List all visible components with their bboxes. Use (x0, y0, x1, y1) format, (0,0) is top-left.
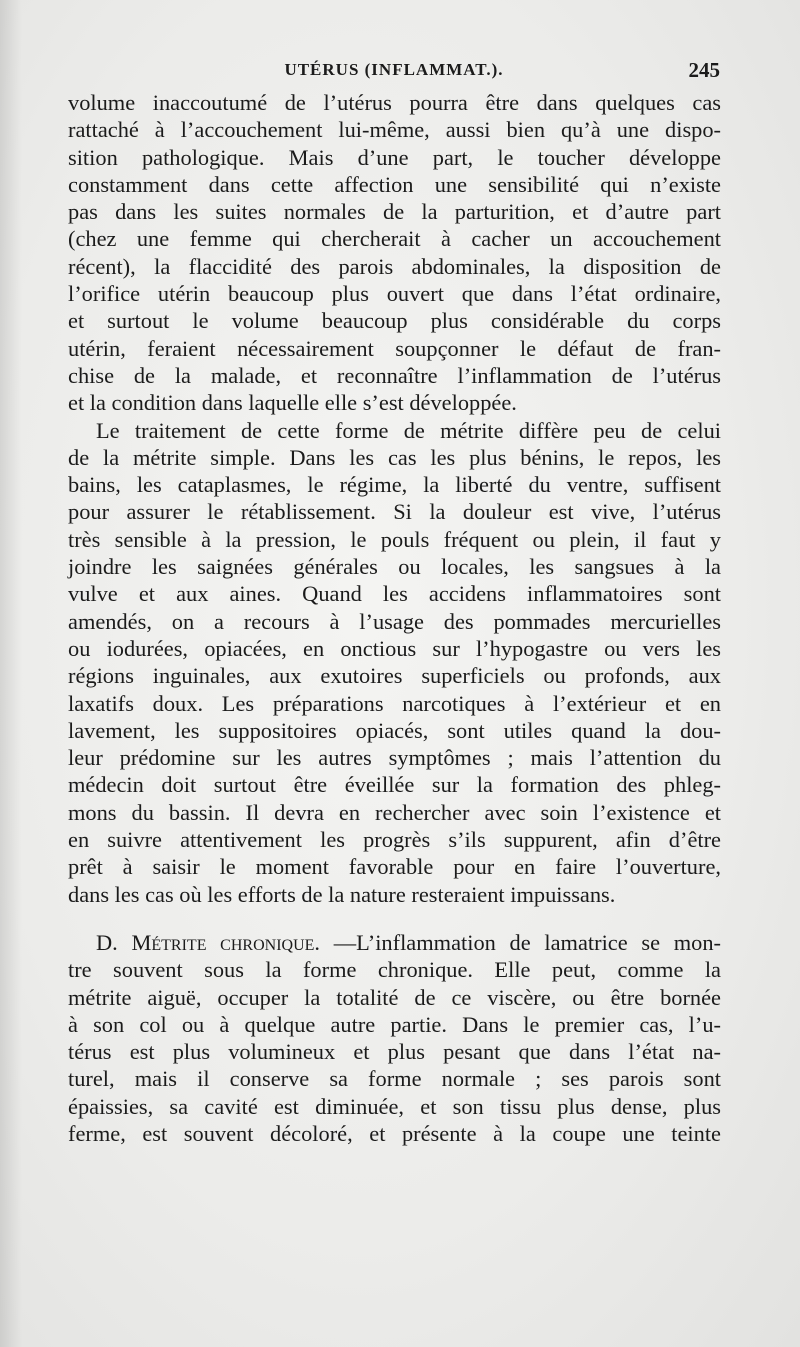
text-line: régions inguinales, aux exutoires superficiels ou profonds, aux (68, 663, 721, 689)
text-line: en suivre attentivement les progrès s’ils suppurent, afin d’être (68, 827, 721, 853)
text-line: pour assurer le rétablissement. Si la douleur est vive, l’utérus (68, 499, 721, 525)
text-line: (chez une femme qui chercherait à cacher un accouchement (68, 226, 721, 252)
text-line: pas dans les suites normales de la parturition, et d’autre part (68, 199, 721, 225)
text-line: médecin doit surtout être éveillée sur la formation des phleg- (68, 772, 721, 798)
body-text (68, 89, 721, 1147)
text-line: tre souvent sous la forme chronique. Elle peut, comme la (68, 957, 721, 983)
text-line: sition pathologique. Mais d’une part, le toucher développe (68, 144, 721, 170)
text-line: et surtout le volume beaucoup plus considérable du corps (68, 308, 721, 334)
text-line: épaissies, sa cavité est diminuée, et son tissu plus dense, plus (68, 1093, 721, 1119)
spine-shadow (0, 0, 22, 1347)
text-line: joindre les saignées générales ou locales, les sangsues à la (68, 554, 721, 580)
text-line: amendés, on a recours à l’usage des pommades mercurielles (68, 608, 721, 634)
text-line: très sensible à la pression, le pouls fréquent ou plein, il faut y (68, 526, 721, 552)
text-line: Le traitement de cette forme de métrite diffère peu de celui (96, 417, 721, 443)
text-line: turel, mais il conserve sa forme normale ; ses parois sont (68, 1066, 721, 1092)
running-title: UTÉRUS (INFLAMMAT.). (284, 60, 504, 79)
text-line: laxatifs doux. Les préparations narcotiques à l’extérieur et en (68, 690, 721, 716)
text-line: dans les cas où les efforts de la nature resteraient impuissans. (68, 881, 616, 907)
text-line: récent), la flaccidité des parois abdominales, la disposition de (68, 253, 721, 279)
text-line: de la métrite simple. Dans les cas les plus bénins, le repos, les (68, 444, 721, 470)
text-line: térus est plus volumineux et plus pesant que dans l’état na- (68, 1039, 721, 1065)
text-line: prêt à saisir le moment favorable pour en faire l’ouverture, (68, 854, 721, 880)
text-line: et la condition dans laquelle elle s’est développée. (68, 390, 517, 416)
section-heading: D. Métrite chronique. (96, 929, 321, 955)
section-heading-continuation: —L’inflammation de lamatrice se mon- (333, 929, 721, 955)
page-number: 245 (688, 58, 720, 82)
text-line: vulve et aux aines. Quand les accidens inflammatoires sont (68, 581, 721, 607)
text-line: volume inaccoutumé de l’utérus pourra être dans quelques cas (68, 90, 721, 115)
text-line: ferme, est souvent décoloré, et présente à la coupe une teinte (68, 1120, 721, 1146)
text-line: à son col ou à quelque autre partie. Dans le premier cas, l’u- (68, 1011, 721, 1037)
text-line: bains, les cataplasmes, le régime, la liberté du ventre, suffisent (68, 472, 721, 498)
running-head (68, 58, 720, 88)
text-line: chise de la malade, et reconnaître l’inflammation de l’utérus (68, 362, 721, 388)
text-line: constamment dans cette affection une sensibilité qui n’existe (68, 171, 721, 197)
section-heading-line (68, 929, 721, 956)
text-line: métrite aiguë, occuper la totalité de ce viscère, ou être bornée (68, 984, 721, 1010)
text-line: utérin, feraient nécessairement soupçonner le défaut de fran- (68, 335, 721, 361)
text-line: leur prédomine sur les autres symptômes ; mais l’attention du (68, 745, 721, 771)
section-gap (68, 908, 721, 929)
text-line: ou iodurées, opiacées, en onctious sur l’hypogastre ou vers les (68, 635, 721, 661)
text-line: mons du bassin. Il devra en rechercher avec soin l’existence et (68, 799, 721, 825)
text-line: l’orifice utérin beaucoup plus ouvert que dans l’état ordinaire, (68, 281, 721, 307)
text-line: lavement, les suppositoires opiacés, sont utiles quand la dou- (68, 717, 721, 743)
text-line: rattaché à l’accouchement lui-même, aussi bien qu’à une dispo- (68, 117, 721, 143)
